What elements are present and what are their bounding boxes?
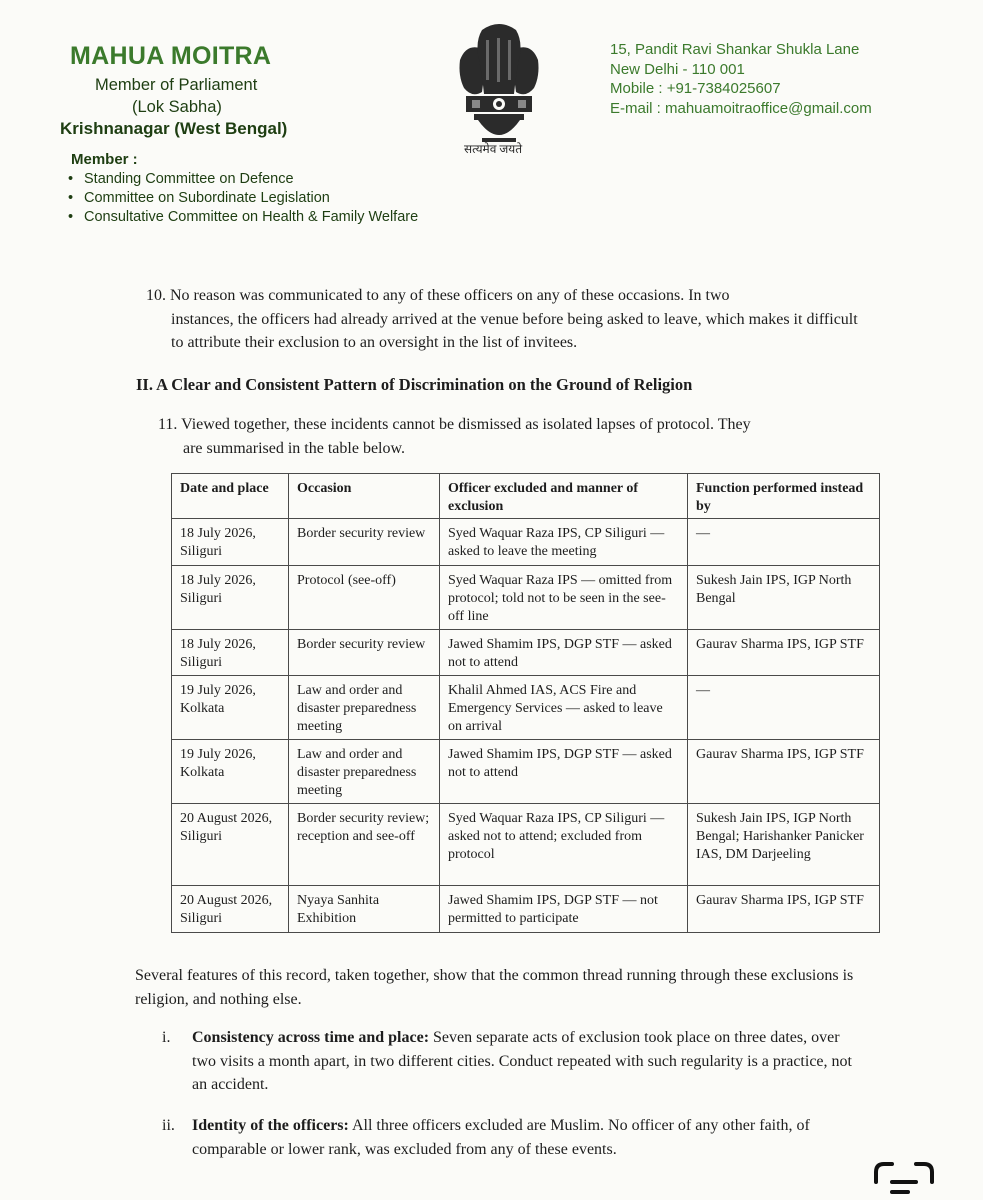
column-header: Officer excluded and manner of exclusion: [440, 474, 688, 519]
table-cell: Syed Waquar Raza IPS, CP Siliguri — asked not to attend; excluded from protocol: [440, 804, 688, 886]
column-header: Occasion: [289, 474, 440, 519]
table-cell: Nyaya Sanhita Exhibition: [289, 886, 440, 933]
member-heading: Member :: [71, 151, 138, 168]
table-row: [172, 566, 880, 630]
letterhead-role: Member of Parliament: [95, 76, 258, 94]
summary-paragraph: Several features of this record, taken together, show that the common thread running through these exclusions is religion, and nothing else.: [135, 967, 854, 1008]
letterhead-contact: [610, 40, 872, 118]
point-ii: [162, 1114, 862, 1161]
table-cell: 18 July 2026, Siliguri: [172, 630, 289, 676]
table-cell: 19 July 2026, Kolkata: [172, 676, 289, 740]
letterhead-house: (Lok Sabha): [132, 98, 222, 116]
table-cell: 20 August 2026, Siliguri: [172, 804, 289, 886]
table-cell: Border security review; reception and see-off: [289, 804, 440, 886]
point-title: Identity of the officers:: [192, 1117, 349, 1134]
table-row: [172, 886, 880, 933]
exclusions-table: [171, 473, 880, 933]
table-cell: Syed Waquar Raza IPS — omitted from protocol; told not to be seen in the see-off line: [440, 566, 688, 630]
paragraph-text-rest: instances, the officers had already arrived at the venue before being asked to leave, which makes it difficult to attribute their exclusion to an oversight in the list of invitees.: [171, 310, 858, 351]
table-row: [172, 676, 880, 740]
table-cell: 18 July 2026, Siliguri: [172, 519, 289, 566]
table-cell: Sukesh Jain IPS, IGP North Bengal: [688, 566, 880, 630]
table-cell: Law and order and disaster preparedness meeting: [289, 740, 440, 804]
column-header: Date and place: [172, 474, 289, 519]
point-i: [162, 1026, 862, 1097]
committee-list: [64, 170, 418, 227]
point-number: i.: [162, 1029, 171, 1046]
paragraph-11: [158, 413, 858, 460]
paragraph-text-first: Viewed together, these incidents cannot be dismissed as isolated lapses of protocol. They: [181, 416, 751, 433]
paragraph-text-rest: are summarised in the table below.: [183, 439, 405, 457]
table-cell: Gaurav Sharma IPS, IGP STF: [688, 740, 880, 804]
table-cell: Syed Waquar Raza IPS, CP Siliguri — asked to leave the meeting: [440, 519, 688, 566]
paragraph-text-first: No reason was communicated to any of these officers on any of these occasions. In two: [170, 287, 730, 304]
point-number: ii.: [162, 1117, 175, 1134]
table-cell: 18 July 2026, Siliguri: [172, 566, 289, 630]
table-row: [172, 630, 880, 676]
paragraph-number: 10.: [146, 287, 166, 304]
table-cell: Protocol (see-off): [289, 566, 440, 630]
letterhead-constituency: Krishnanagar (West Bengal): [60, 119, 288, 138]
point-title: Consistency across time and place:: [192, 1029, 430, 1046]
table-row: [172, 740, 880, 804]
table-cell: —: [688, 676, 880, 740]
table-cell: Jawed Shamim IPS, DGP STF — asked not to attend: [440, 740, 688, 804]
email-address: E-mail : mahuamoitraoffice@gmail.com: [610, 99, 872, 117]
paragraph-10: [146, 284, 866, 355]
text-recognition-icon[interactable]: [872, 1160, 936, 1200]
committee-item: • Standing Committee on Defence: [68, 171, 294, 187]
section-heading: II. A Clear and Consistent Pattern of Discrimination on the Ground of Religion: [136, 375, 693, 394]
table-cell: 19 July 2026, Kolkata: [172, 740, 289, 804]
table-cell: Border security review: [289, 630, 440, 676]
table-cell: Gaurav Sharma IPS, IGP STF: [688, 886, 880, 933]
table-cell: Khalil Ahmed IAS, ACS Fire and Emergency Services — asked to leave on arrival: [440, 676, 688, 740]
paragraph-number: 11.: [158, 416, 178, 433]
address-line-2: New Delhi - 110 001: [610, 60, 745, 78]
point-text: All three officers excluded are Muslim. No officer of any other faith, of comparable or lower rank, was excluded from any of these events.: [192, 1117, 810, 1158]
table-row: [172, 804, 880, 886]
table-header-row: [172, 474, 880, 519]
table-cell: Border security review: [289, 519, 440, 566]
table-cell: 20 August 2026, Siliguri: [172, 886, 289, 933]
table-cell: Jawed Shamim IPS, DGP STF — asked not to attend: [440, 630, 688, 676]
address-line-1: 15, Pandit Ravi Shankar Shukla Lane: [610, 41, 860, 58]
table-row: [172, 519, 880, 566]
table-cell: Law and order and disaster preparedness meeting: [289, 676, 440, 740]
table-cell: Sukesh Jain IPS, IGP North Bengal; Harishanker Panicker IAS, DM Darjeeling: [688, 804, 880, 886]
committee-item: • Consultative Committee on Health & Family Welfare: [68, 209, 419, 225]
column-header: Function performed instead by: [688, 474, 880, 519]
emblem-motto: सत्यमेव जयते: [464, 142, 523, 156]
letterhead-name: MAHUA MOITRA: [70, 42, 272, 70]
mobile-number: Mobile : +91-7384025607: [610, 80, 781, 97]
committee-item: • Committee on Subordinate Legislation: [68, 190, 330, 206]
table-cell: Jawed Shamim IPS, DGP STF — not permitted to participate: [440, 886, 688, 933]
table-cell: —: [688, 519, 880, 566]
point-text: Seven separate acts of exclusion took place on three dates, over two visits a month apart, in two different cities. Conduct repeated with such regularity is a practice, not an accident.: [192, 1029, 852, 1093]
table-cell: Gaurav Sharma IPS, IGP STF: [688, 630, 880, 676]
